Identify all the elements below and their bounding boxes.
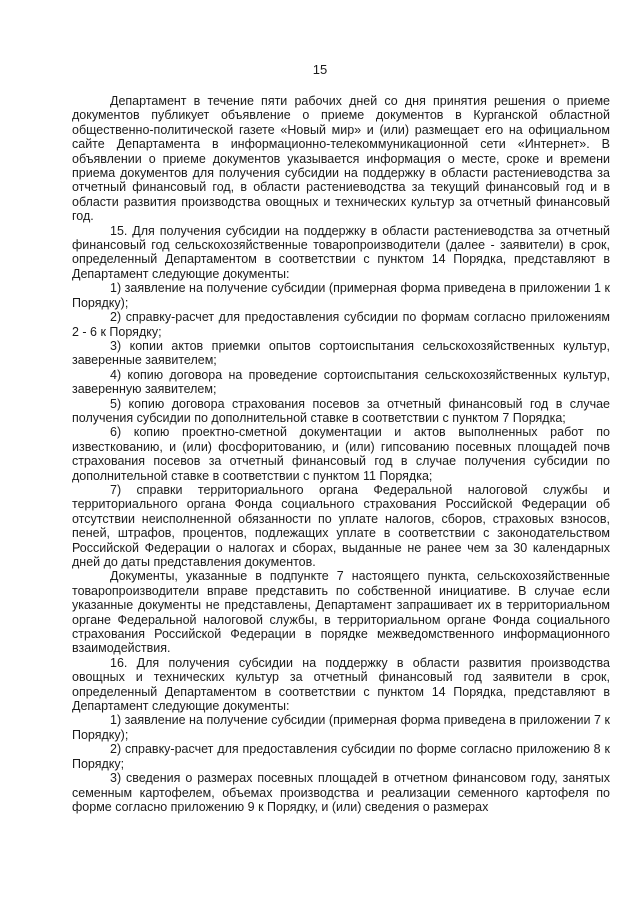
list-item: 2) справку-расчет для предоставления субсидии по форме согласно приложению 8 к Порядку; [72,742,610,771]
paragraph-announcement: Департамент в течение пяти рабочих дней со дня принятия решения о приеме документов публикует объявление о приеме документов в Курганской областной общественно-политической газете «Новый мир» и (или) размещает его на официальном сайте Департамента в информационно-телекоммуникационной сети «Интернет». В объявлении о приеме документов указывается информация о месте, сроке и времени приема документов для получения субсидии на поддержку в области растениеводства за отчетный финансовый год, в области растениеводства за текущий финансовый год и в области развития производства овощных и технических культур за отчетный финансовый год. [72,94,610,224]
list-item: 4) копию договора на проведение сортоиспытания сельскохозяйственных культур, заверенную заявителем; [72,367,610,397]
list-item: 3) сведения о размерах посевных площадей в отчетном финансовом году, занятых семенным картофелем, объемах производства и реализации семенного картофеля по форме согласно приложению 9 к Порядку, и (или) сведения о размерах [72,771,610,814]
list-item: 1) заявление на получение субсидии (примерная форма приведена в приложении 7 к Порядку); [72,713,610,742]
list-item: 7) справки территориального органа Федеральной налоговой службы и территориального органа Фонда социального страхования Российской Федерации об отсутствии неисполненной обязанности по уплате налогов, сборов, страховых взносов, пеней, штрафов, процентов, подлежащих уплате в соответствии с законодательством Российской Федерации о налогах и сборах, выданные не ранее чем за 30 календарных дней до даты представления документов. [72,482,610,569]
paragraph-item-16: 16. Для получения субсидии на поддержку в области развития производства овощных и технических культур за отчетный финансовый год заявители в срок, определенный Департаментом в соответствии с пунктом 14 Порядка, представляют в Департамент следующие документы: [72,655,610,714]
list-item: 6) копию проектно-сметной документации и актов выполненных работ по известкованию, и (или) фосфоритованию, и (или) гипсованию посевных площадей почв страхования посевов за отчетный финансовый год в случае получения субсидии по дополнительной ставке в соответствии с пунктом 11 Порядка; [72,425,610,483]
list-item: 1) заявление на получение субсидии (примерная форма приведена в приложении 1 к Порядку); [72,281,610,310]
list-item: 2) справку-расчет для предоставления субсидии по формам согласно приложениям 2 - 6 к Порядку; [72,310,610,339]
page-number: 15 [312,62,328,77]
list-item: 3) копии актов приемки опытов сортоиспытания сельскохозяйственных культур, заверенные заявителем; [72,338,610,368]
paragraph-documents-note: Документы, указанные в подпункте 7 настоящего пункта, сельскохозяйственные товаропроизводители вправе представить по собственной инициативе. В случае если указанные документы не представлены, Департамент запрашивает их в территориальном органе Федеральной налоговой службы, в территориальном органе Фонда социального страхования Российской Федерации в порядке межведомственного информационного взаимодействия. [72,569,610,656]
paragraph-item-15: 15. Для получения субсидии на поддержку в области растениеводства за отчетный финансовый год сельскохозяйственные товаропроизводители (далее - заявители) в срок, определенный Департаментом в соответствии с пунктом 14 Порядка, представляют в Департамент следующие документы: [72,223,610,281]
document-body [72,94,610,814]
list-item: 5) копию договора страхования посевов за отчетный финансовый год в случае получения субсидии по дополнительной ставке в соответствии с пунктом 7 Порядка; [72,396,610,425]
